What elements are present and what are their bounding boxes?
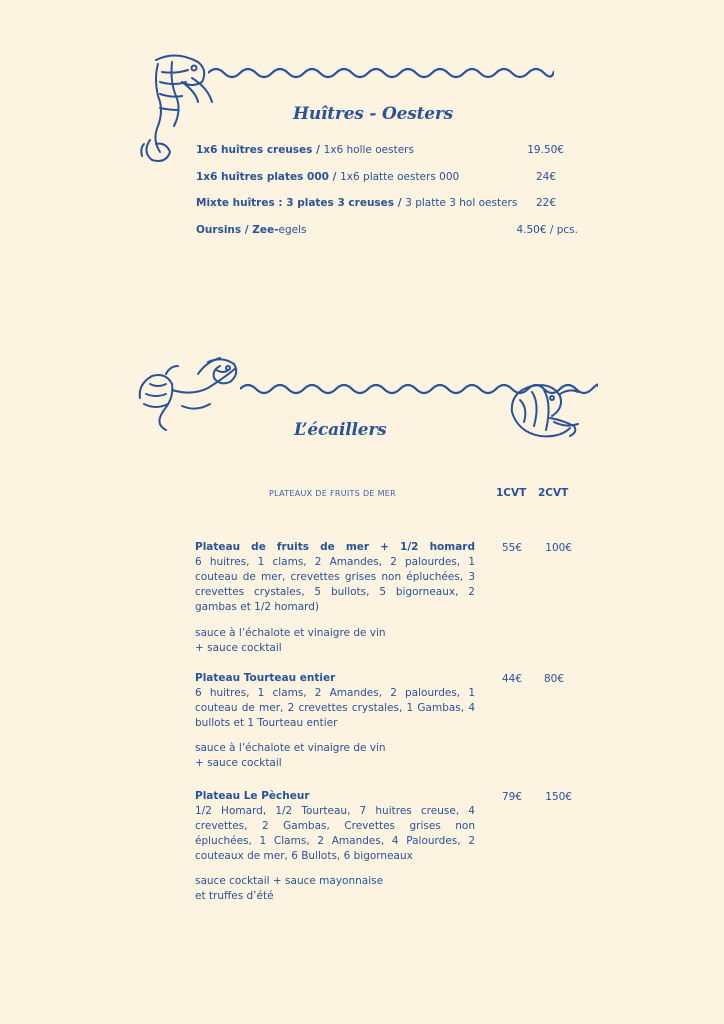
plateau-item — [195, 540, 475, 615]
item-name: 1x6 huîtres creuses / — [196, 144, 324, 156]
item-price: 4.50€ / pcs. — [516, 224, 578, 236]
plateau-item — [195, 671, 475, 731]
price-2cvt: 80€ — [543, 673, 564, 685]
menu-item — [196, 224, 307, 236]
price-1cvt: 79€ — [501, 791, 522, 803]
wave-line — [208, 62, 554, 84]
menu-item — [196, 197, 517, 209]
sauce-line: + sauce cocktail — [195, 757, 282, 769]
plateau-description: 6 huitres, 1 clams, 2 Amandes, 2 palourdes, 1 couteau de mer, crevettes grises non épluchées, 3 crevettes crystales, 5 bullots, 5 bigorneaux, 2 gambas et 1/2 homard) — [195, 556, 475, 613]
sauce-line: + sauce cocktail — [195, 642, 282, 654]
section-title-huitres: Huîtres - Oesters — [293, 104, 453, 124]
plateau-description: 6 huitres, 1 clams, 2 Amandes, 2 palourdes, 1 couteau de mer, 2 crevettes crystales, 1 Gambas, 4 bullots et 1 Tourteau entier — [195, 687, 475, 729]
price-1cvt: 44€ — [501, 673, 522, 685]
plateau-description: 1/2 Homard, 1/2 Tourteau, 7 huitres creuse, 4 crevettes, 2 Gambas, Crevettes grises non épluchées, 1 Clams, 2 Amandes, 4 Palourdes, 2 couteaux de mer, 6 Bullots, 6 bigorneaux — [195, 805, 475, 862]
item-price: 24€ — [535, 171, 556, 183]
item-name: 1x6 huîtres plates 000 / — [196, 171, 341, 183]
item-name: Oursins / Zee- — [196, 224, 279, 236]
price-2cvt: 100€ — [545, 542, 572, 554]
plateau-title: Plateau Le Pècheur — [195, 790, 310, 802]
plateau-sauce — [195, 626, 386, 656]
section-title-ecaillers: L’écaillers — [294, 420, 387, 440]
menu-item — [196, 171, 459, 183]
sauce-line: et truffes d’été — [195, 890, 274, 902]
item-translation: 3 platte 3 hol oesters — [405, 197, 518, 209]
column-header-1cvt: 1CVT — [496, 487, 527, 499]
item-price: 19.50€ — [527, 144, 564, 156]
plateau-sauce — [195, 741, 386, 771]
item-translation: 1x6 holle oesters — [323, 144, 414, 156]
sauce-line: sauce cocktail + sauce mayonnaise — [195, 875, 384, 887]
shrimp-icon — [136, 354, 246, 434]
plateau-item — [195, 789, 475, 864]
menu-item — [196, 144, 414, 156]
plateau-title: Plateau Tourteau entier — [195, 672, 336, 684]
price-1cvt: 55€ — [501, 542, 522, 554]
price-2cvt: 150€ — [545, 791, 572, 803]
plateau-sauce — [195, 874, 383, 904]
sauce-line: sauce à l’échalote et vinaigre de vin — [195, 627, 386, 639]
sauce-line: sauce à l’échalote et vinaigre de vin — [195, 742, 386, 754]
shrimp-icon — [504, 378, 582, 446]
plateaux-subheader: PLATEAUX DE FRUITS DE MER — [269, 489, 397, 498]
plateau-title: Plateau de fruits de mer + 1/2 homard — [195, 541, 475, 553]
item-name: Mixte huîtres : 3 plates 3 creuses / — [196, 197, 406, 209]
column-header-2cvt: 2CVT — [538, 487, 569, 499]
item-price: 22€ — [535, 197, 556, 209]
item-translation: 1x6 platte oesters 000 — [340, 171, 460, 183]
item-translation: egels — [278, 224, 307, 236]
